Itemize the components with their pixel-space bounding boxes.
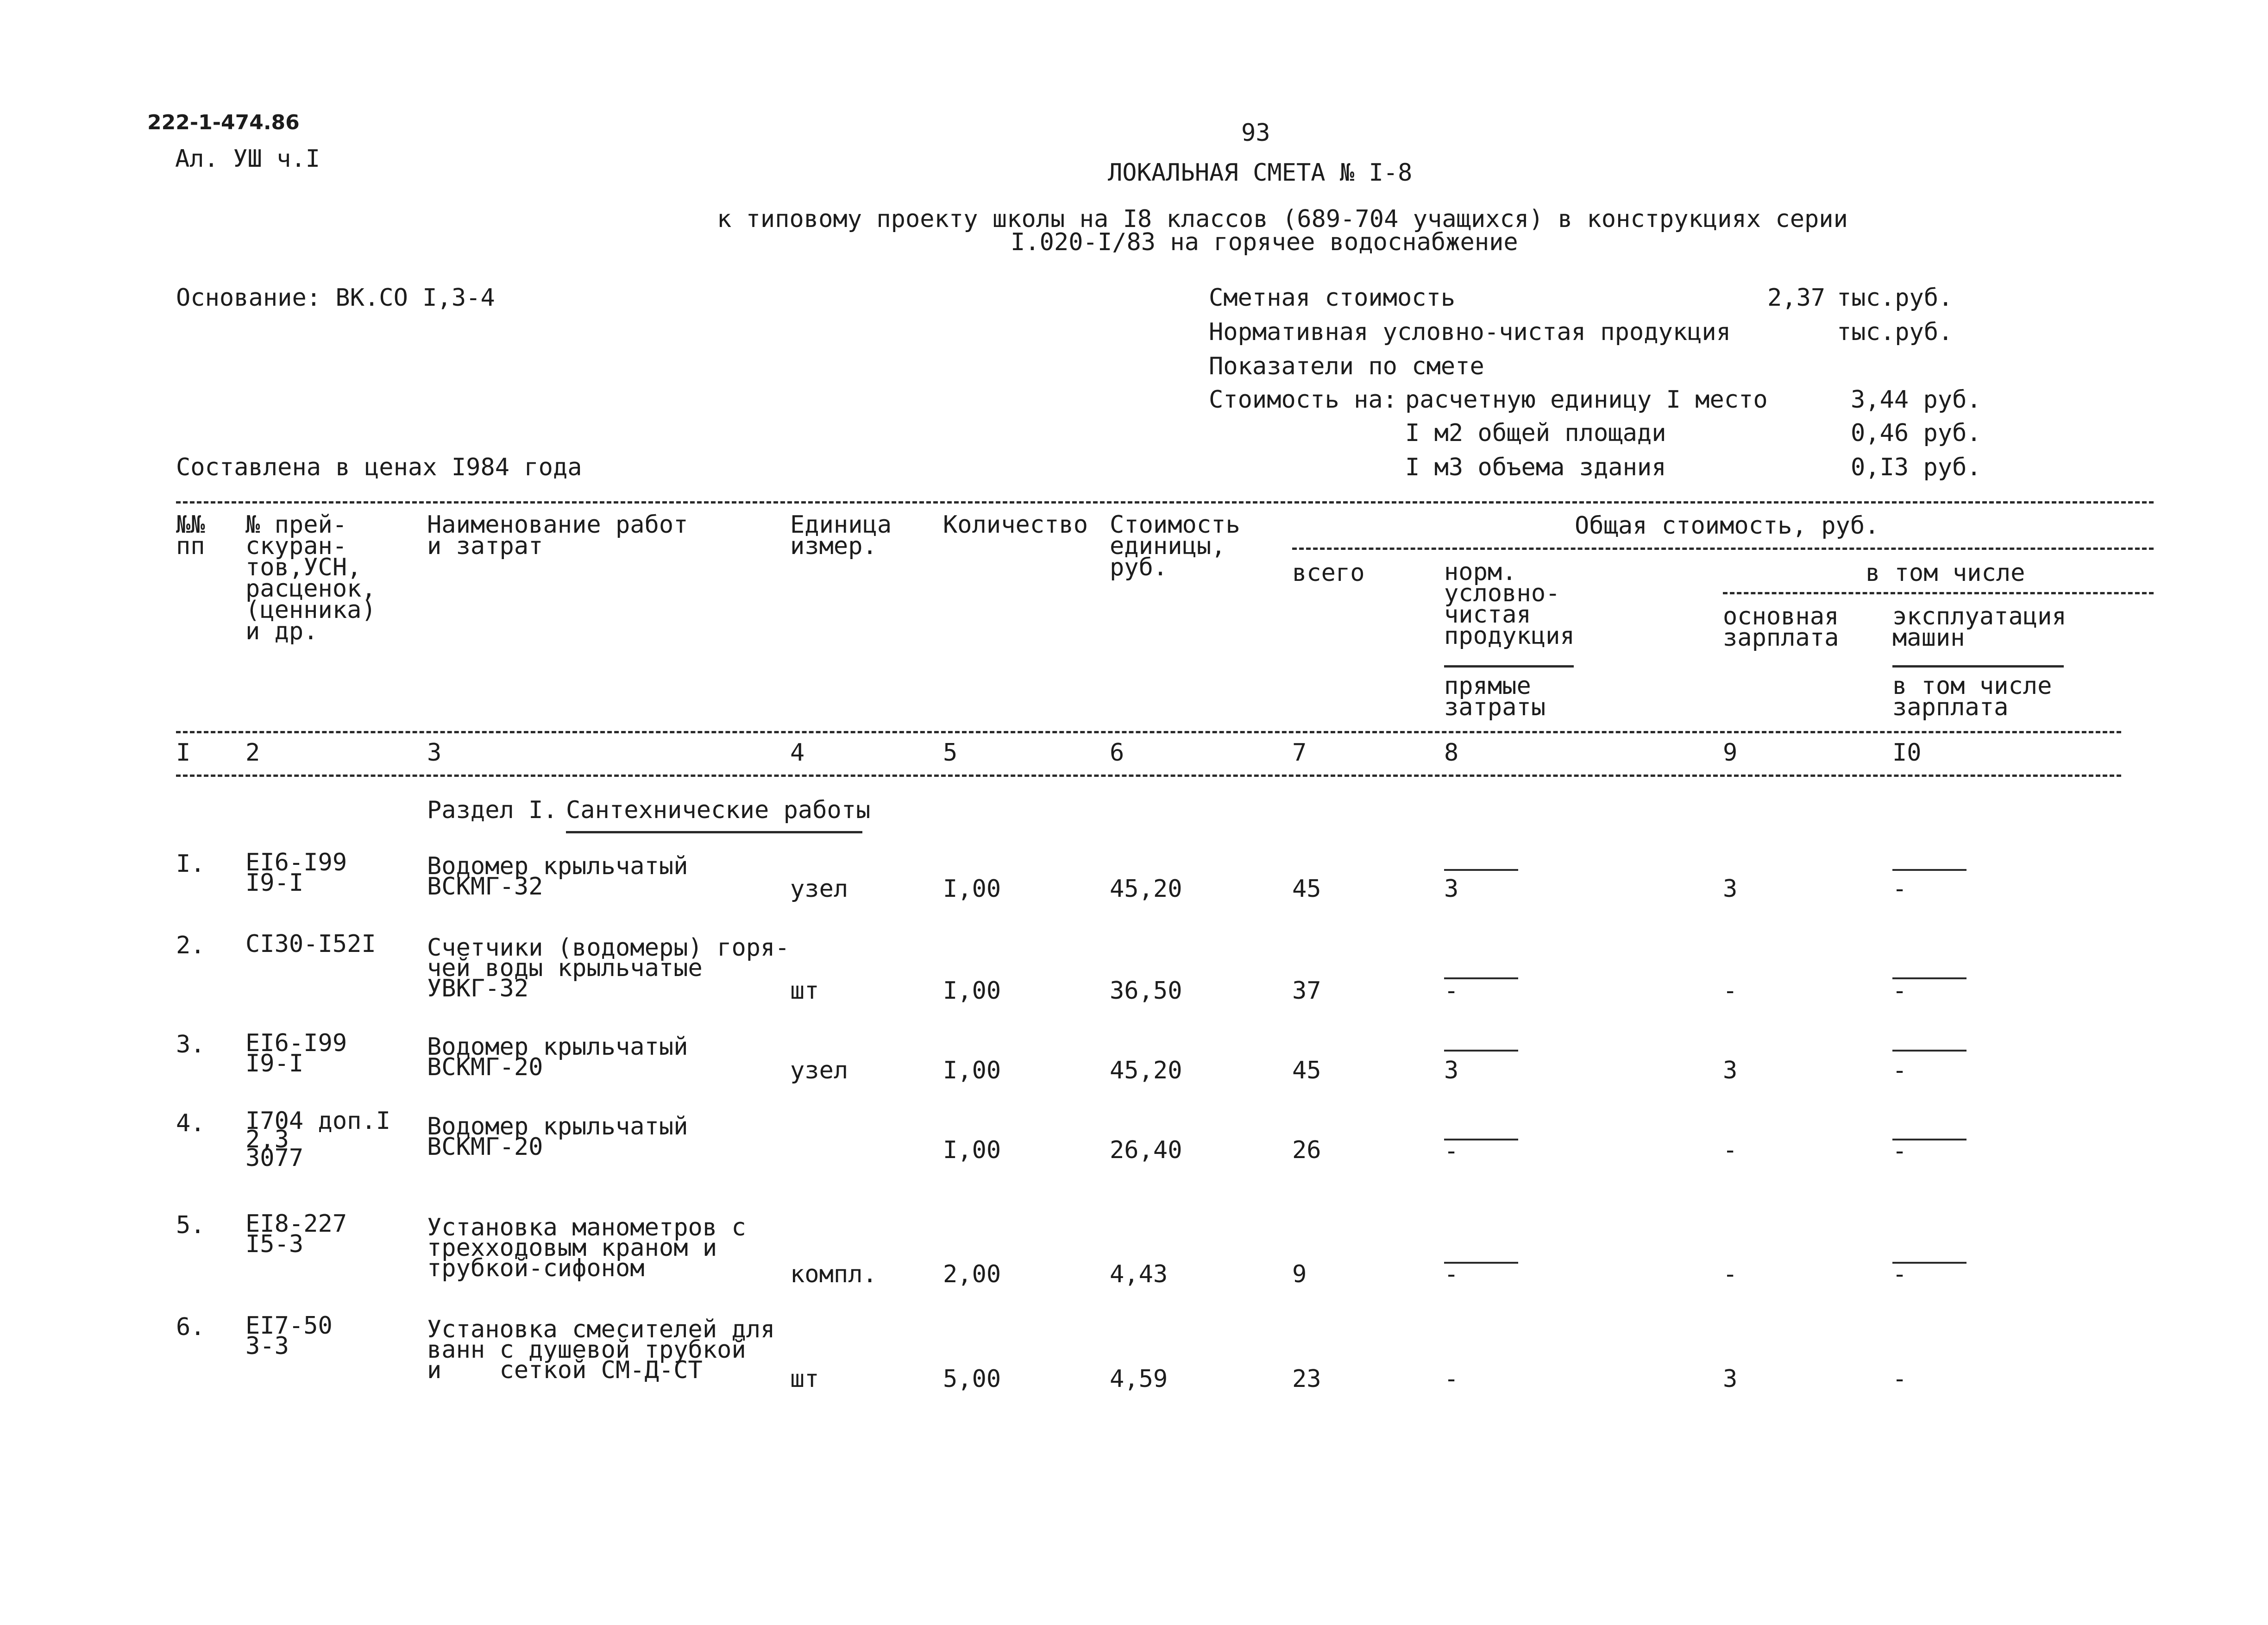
row-1-incl-wage: - [1892, 875, 1907, 903]
row-1-number: I. [176, 850, 205, 878]
document-subtitle-line2: I.020-I/83 на горячее водоснабжение [1011, 228, 1518, 256]
row-4-quantity: I,00 [943, 1136, 1001, 1164]
row-3-quantity: I,00 [943, 1057, 1001, 1084]
row-5-name: Установка манометров с трехходовым краном и трубкой-сифоном [427, 1214, 746, 1282]
row-4-incl-wage: - [1892, 1137, 1907, 1165]
row-5-code: EI8-227 I5-3 [245, 1210, 347, 1258]
indicators-label: Показатели по смете [1209, 353, 1484, 380]
row-3-code: EI6-I99 I9-I [245, 1029, 347, 1077]
row-6-number: 6. [176, 1313, 205, 1341]
document-subtitle-line1: к типовому проекту школы на I8 классов (689-704 учащихся) в конструкциях серии [717, 205, 1848, 233]
col-number-4: 4 [790, 739, 805, 767]
row-1-code: EI6-I99 I9-I [245, 849, 347, 897]
row-2-total: 37 [1292, 977, 1321, 1005]
document-code: 222-1-474.86 [147, 111, 300, 134]
header-row-number: №№ пп [176, 511, 205, 560]
row-5-base-wage: - [1723, 1260, 1738, 1288]
row-6-base-wage: 3 [1723, 1365, 1738, 1393]
album-reference: Ал. УШ ч.I [175, 145, 320, 173]
estimated-cost-value: 2,37 [1767, 284, 1826, 312]
row-3-direct-costs: 3 [1444, 1057, 1459, 1084]
cost-on-label: Стоимость на: [1209, 386, 1397, 414]
row-4-base-wage: - [1723, 1136, 1738, 1164]
row-1-unit-cost: 45,20 [1110, 875, 1182, 903]
col-number-7: 7 [1292, 739, 1307, 767]
basis-reference: Основание: ВК.СО I,3-4 [176, 284, 495, 312]
header-price-list: № прей- скуран- тов,УСН, расценок, (ценника) и др. [245, 511, 376, 645]
row-4-direct-costs: - [1444, 1137, 1459, 1165]
row-3-name: Водомер крыльчатый ВСКМГ-20 [427, 1033, 688, 1081]
col-number-9: 9 [1723, 739, 1738, 767]
total-cost-rule [1292, 548, 2154, 550]
document-title: ЛОКАЛЬНАЯ СМЕТА № I-8 [1108, 159, 1413, 187]
row-5-unit-cost: 4,43 [1110, 1260, 1168, 1288]
header-unit-cost: Стоимость единицы, руб. [1110, 511, 1240, 581]
col-number-6: 6 [1110, 739, 1125, 767]
row-2-quantity: I,00 [943, 977, 1001, 1005]
header-work-name: Наименование работ и затрат [427, 511, 688, 560]
per-m2-value: 0,46 руб. [1851, 419, 1981, 447]
header-top-rule [176, 501, 2154, 504]
prices-year: Составлена в ценах I984 года [176, 453, 582, 481]
header-machine-operation: эксплуатация машин [1892, 603, 2067, 652]
row-6-code: EI7-50 3-3 [245, 1312, 333, 1360]
header-incl-wage: в том числе зарплата [1892, 672, 2052, 721]
col-number-8: 8 [1444, 739, 1459, 767]
ncp-label: Нормативная условно-чистая продукция [1209, 318, 1731, 346]
row-1-ncp-mark [1444, 869, 1518, 871]
row-1-unit: узел [790, 875, 848, 903]
row-6-unit-cost: 4,59 [1110, 1365, 1168, 1393]
page-number: 93 [1241, 119, 1270, 147]
row-3-unit-cost: 45,20 [1110, 1057, 1182, 1084]
row-1-machine-mark [1892, 869, 1966, 871]
header-total-cost: Общая стоимость, руб. [1575, 512, 1879, 540]
per-m3-label: I м3 объема здания [1405, 453, 1666, 481]
row-5-total: 9 [1292, 1260, 1307, 1288]
row-5-direct-costs: - [1444, 1260, 1459, 1288]
section-title-underline [566, 831, 862, 833]
header-bottom-rule [176, 731, 2121, 733]
row-3-number: 3. [176, 1031, 205, 1058]
col-number-1: I [176, 739, 191, 767]
header-ncp: норм. условно- чистая продукция [1444, 558, 1575, 650]
header-base-wage: основная зарплата [1723, 603, 1839, 652]
section-prefix: Раздел I. [427, 796, 558, 824]
header-unit: Единица измер. [790, 511, 892, 560]
row-1-quantity: I,00 [943, 875, 1001, 903]
row-2-code: CI30-I52I [245, 930, 376, 958]
estimated-cost-unit: тыс.руб. [1837, 284, 1953, 312]
row-5-number: 5. [176, 1211, 205, 1239]
row-4-number: 4. [176, 1109, 205, 1137]
row-6-unit: шт [790, 1365, 819, 1393]
col-number-10: I0 [1892, 739, 1922, 767]
header-including: в том числе [1866, 559, 2025, 587]
row-4-total: 26 [1292, 1136, 1321, 1164]
row-6-total: 23 [1292, 1365, 1321, 1393]
header-direct-costs: прямые затраты [1444, 672, 1546, 721]
row-3-total: 45 [1292, 1057, 1321, 1084]
per-place-value: 3,44 руб. [1851, 386, 1981, 414]
row-6-name: Установка смесителей для ванн с душевой трубкой и сеткой СМ-Д-СТ [427, 1316, 775, 1384]
estimated-cost-label: Сметная стоимость [1209, 284, 1456, 312]
row-3-unit: узел [790, 1057, 848, 1084]
row-2-number: 2. [176, 932, 205, 959]
row-1-total: 45 [1292, 875, 1321, 903]
row-6-quantity: 5,00 [943, 1365, 1001, 1393]
row-5-quantity: 2,00 [943, 1260, 1001, 1288]
col-number-2: 2 [245, 739, 260, 767]
row-6-incl-wage: - [1892, 1365, 1907, 1393]
row-5-unit: компл. [790, 1260, 877, 1288]
row-2-incl-wage: - [1892, 977, 1907, 1005]
row-2-name: Счетчики (водомеры) горя- чей воды крыльчатые УВКГ-32 [427, 934, 790, 1002]
row-2-direct-costs: - [1444, 977, 1459, 1005]
row-4-unit-cost: 26,40 [1110, 1136, 1182, 1164]
row-3-base-wage: 3 [1723, 1057, 1738, 1084]
section-title: Сантехнические работы [566, 796, 871, 824]
row-3-machine-mark [1892, 1050, 1966, 1052]
per-place-label: расчетную единицу I место [1405, 386, 1768, 414]
row-3-ncp-mark [1444, 1050, 1518, 1052]
row-4-name: Водомер крыльчатый ВСКМГ-20 [427, 1113, 688, 1161]
per-m3-value: 0,I3 руб. [1851, 453, 1981, 481]
row-2-base-wage: - [1723, 977, 1738, 1005]
header-total: всего [1292, 559, 1365, 587]
per-m2-label: I м2 общей площади [1405, 419, 1666, 447]
c10-top-underline [1892, 665, 2064, 668]
row-4-code: I704 доп.I 2,3 3077 [245, 1107, 391, 1172]
row-1-direct-costs: 3 [1444, 875, 1459, 903]
c8-top-underline [1444, 665, 1574, 668]
header-quantity: Количество [943, 511, 1088, 539]
col-number-5: 5 [943, 739, 958, 767]
row-3-incl-wage: - [1892, 1057, 1907, 1084]
col-number-3: 3 [427, 739, 442, 767]
row-2-unit-cost: 36,50 [1110, 977, 1182, 1005]
row-1-base-wage: 3 [1723, 875, 1738, 903]
col-numbers-rule [176, 775, 2121, 777]
row-1-name: Водомер крыльчатый ВСКМГ-32 [427, 852, 688, 901]
incl-rule [1723, 592, 2154, 594]
row-5-incl-wage: - [1892, 1260, 1907, 1288]
row-2-unit: шт [790, 977, 819, 1005]
ncp-unit: тыс.руб. [1837, 318, 1953, 346]
row-6-direct-costs: - [1444, 1365, 1459, 1393]
